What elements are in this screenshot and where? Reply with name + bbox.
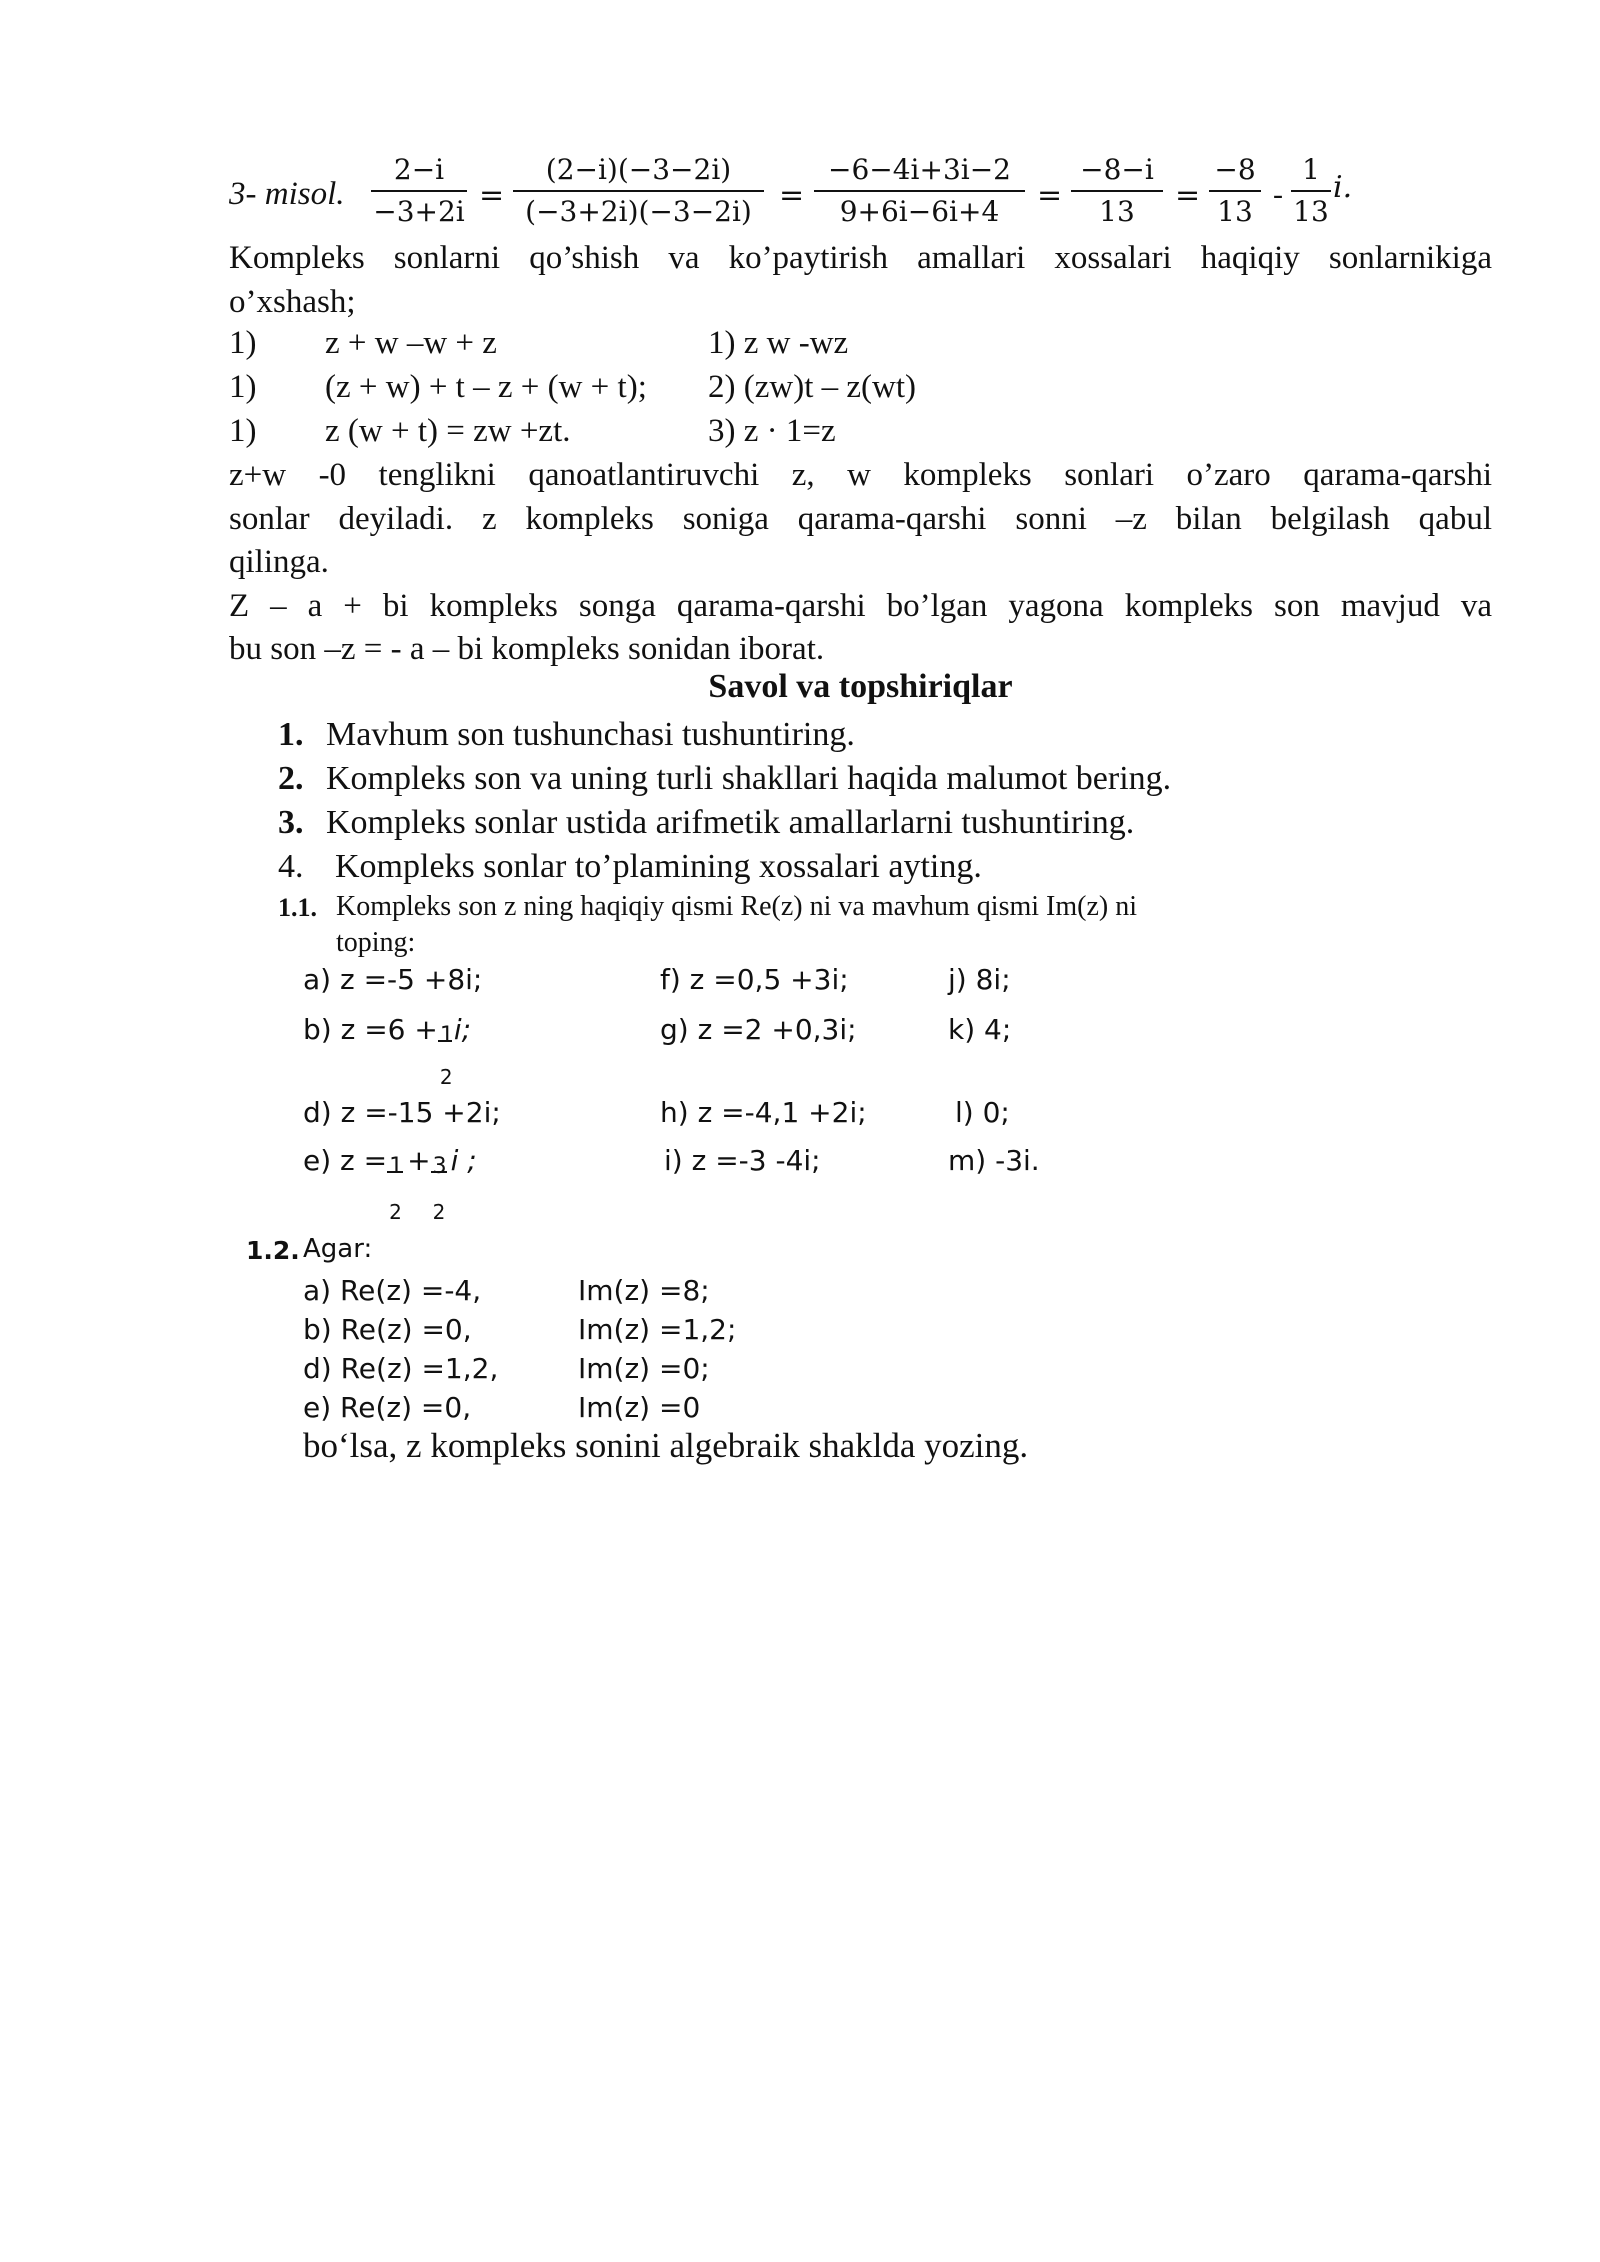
opposite-line-2: sonlar deyiladi. z kompleks soniga qarama-qarshi sonni –z bilan belgilash qabul	[229, 500, 1492, 537]
property-left: (z + w) + t – z + (w + t);	[325, 369, 647, 405]
task-number: 1.2.	[246, 1236, 300, 1265]
task-item-f: f) z =0,5 +3i;	[660, 963, 849, 996]
equals-sign: =	[779, 178, 805, 213]
task-number: 1.1.	[278, 893, 317, 922]
fraction-6: 1 13	[1289, 150, 1333, 232]
fraction-2: (2−i)(−3−2i) (−3+2i)(−3−2i)	[511, 150, 766, 232]
example-tail: i.	[1333, 170, 1353, 205]
intro-line-1: Kompleks sonlarni qo’shish va ko’paytirish amallari xossalari haqiqiy sonlarnikiga	[229, 240, 1492, 276]
opposite-line-4: Z – a + bi kompleks songa qarama-qarshi bo’lgan yagona kompleks son mavjud va	[229, 587, 1492, 624]
task-item-m: m) -3i.	[948, 1144, 1040, 1177]
property-number: 1)	[229, 413, 257, 449]
opposite-line-1: z+w -0 tenglikni qanoatlantiruvchi z, w kompleks sonlari o’zaro qarama-qarshi	[229, 457, 1492, 493]
section-heading: Savol va topshiriqlar	[708, 668, 1013, 705]
intro-paragraph	[229, 237, 1492, 324]
intro-line-2: o’xshash;	[229, 283, 356, 320]
im-value: Im(z) =1,2;	[578, 1313, 737, 1346]
minus-sign: -	[1273, 178, 1283, 211]
im-value: Im(z) =8;	[578, 1274, 710, 1307]
task-item-b: b) z =6 + $\frac{1}{2}$ i;	[303, 1013, 472, 1089]
re-value: a) Re(z) =-4,	[303, 1274, 482, 1307]
opposite-line-3: qilinga.	[229, 544, 329, 580]
equals-sign: =	[1037, 178, 1063, 213]
final-instruction: bo‘lsa, z kompleks sonini algebraik shaklda yozing.	[303, 1426, 1029, 1465]
fraction-1: 2−i −3+2i	[369, 150, 469, 232]
equals-sign: =	[479, 178, 505, 213]
property-left: z (w + t) = zw +zt.	[325, 413, 571, 449]
re-value: d) Re(z) =1,2,	[303, 1352, 499, 1385]
task-text: Kompleks son z ning haqiqiy qismi Re(z) ni va mavhum qismi Im(z) ni	[336, 891, 1137, 922]
example-label: 3- misol.	[229, 176, 345, 212]
re-value: b) Re(z) =0,	[303, 1313, 472, 1346]
task-label: Agar:	[303, 1234, 373, 1264]
task-item-h: h) z =-4,1 +2i;	[660, 1096, 867, 1129]
property-number: 1)	[229, 325, 257, 361]
opposite-line-5: bu son –z = - a – bi kompleks sonidan iborat.	[229, 631, 825, 667]
fraction-4: −8−i 13	[1069, 150, 1165, 232]
fraction-3: −6−4i+3i−2 9+6i−6i+4	[812, 150, 1027, 232]
property-left: z + w –w + z	[325, 325, 497, 361]
task-item-e: e) z = $\frac{1}{2}$ + $\frac{3}{2}$ i ;	[303, 1144, 477, 1224]
task-item-a: a) z =-5 +8i;	[303, 963, 483, 996]
question-item: 3. Kompleks sonlar ustida arifmetik amallarlarni tushuntiring.	[278, 804, 1135, 841]
question-item: 1. Mavhum son tushunchasi tushuntiring.	[278, 716, 855, 753]
task-item-j: j) 8i;	[948, 963, 1011, 996]
equals-sign: =	[1175, 178, 1201, 213]
property-right: 1) z w -wz	[708, 325, 849, 361]
property-right: 3) z · 1=z	[708, 413, 836, 449]
example-3	[229, 150, 1379, 240]
question-item: 4. Kompleks sonlar to’plamining xossalari ayting.	[278, 848, 982, 885]
opposite-paragraph	[229, 454, 1492, 672]
property-right: 2) (zw)t – z(wt)	[708, 369, 916, 405]
task-item-i: i) z =-3 -4i;	[664, 1144, 821, 1177]
re-value: e) Re(z) =0,	[303, 1391, 472, 1424]
property-number: 1)	[229, 369, 257, 405]
task-item-g: g) z =2 +0,3i;	[660, 1013, 857, 1046]
task-text-2: toping:	[336, 927, 416, 958]
im-value: Im(z) =0	[578, 1391, 701, 1424]
fraction-5: −8 13	[1207, 150, 1263, 232]
im-value: Im(z) =0;	[578, 1352, 710, 1385]
task-item-k: k) 4;	[948, 1013, 1012, 1046]
task-item-d: d) z =-15 +2i;	[303, 1096, 501, 1129]
question-item: 2. Kompleks son va uning turli shakllari haqida malumot bering.	[278, 760, 1172, 797]
task-item-l: l) 0;	[955, 1096, 1010, 1129]
